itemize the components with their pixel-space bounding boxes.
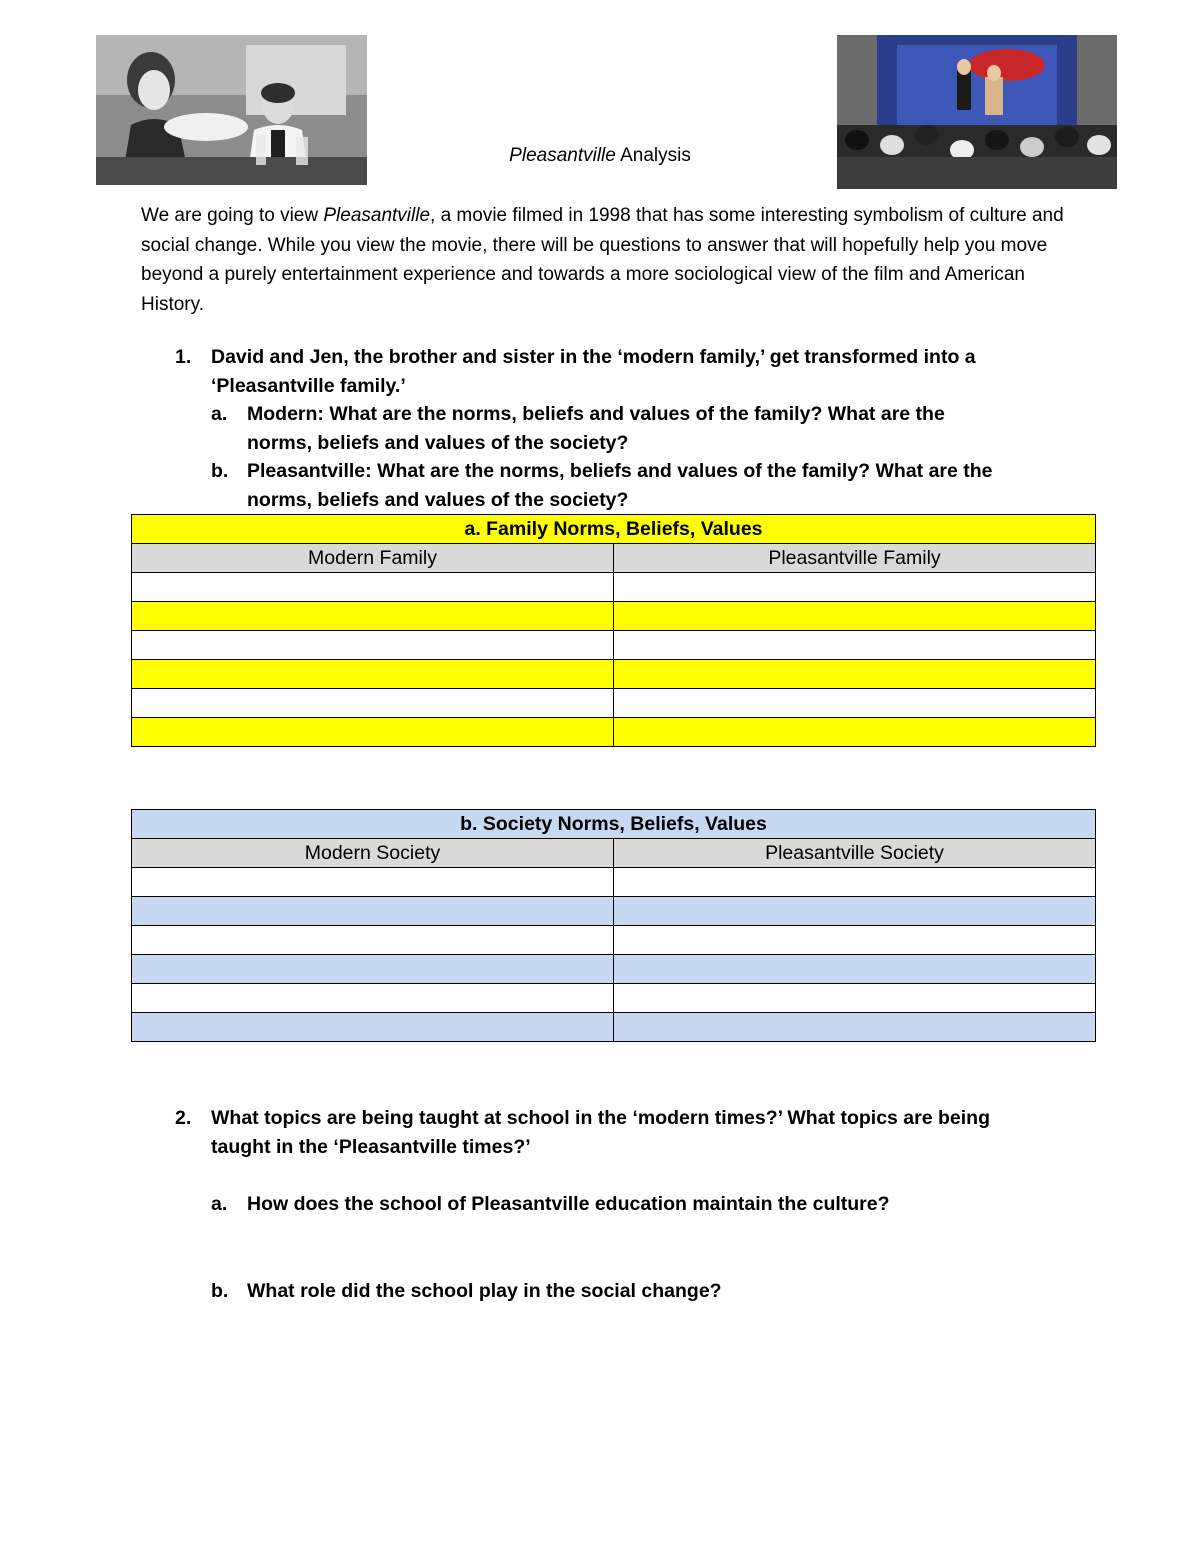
table-row <box>132 573 1096 602</box>
table-row <box>132 718 1096 747</box>
table-row <box>132 1013 1096 1042</box>
question-2b <box>211 1277 1107 1306</box>
table-cell[interactable] <box>614 689 1096 718</box>
question-2a-letter: a. <box>211 1193 228 1215</box>
table-cell[interactable] <box>614 660 1096 689</box>
table-cell[interactable] <box>614 984 1096 1013</box>
table-row <box>132 602 1096 631</box>
society-col-modern: Modern Society <box>132 839 614 868</box>
table-row <box>132 926 1096 955</box>
table-cell[interactable] <box>132 955 614 984</box>
table-row <box>132 660 1096 689</box>
table-row <box>132 955 1096 984</box>
table-cell[interactable] <box>614 926 1096 955</box>
table-row <box>132 897 1096 926</box>
question-1a-line2: norms, beliefs and values of the society? <box>247 432 629 454</box>
table-row <box>132 631 1096 660</box>
question-2-line1: What topics are being taught at school in the ‘modern times?’ What topics are being <box>211 1107 991 1129</box>
family-table-title: a. Family Norms, Beliefs, Values <box>132 515 1096 544</box>
table-row <box>132 984 1096 1013</box>
question-2-line2: taught in the ‘Pleasantville times?’ <box>211 1136 531 1158</box>
table-cell[interactable] <box>132 660 614 689</box>
society-table <box>131 809 1096 1042</box>
question-2a <box>211 1190 1107 1219</box>
question-1b-line2: norms, beliefs and values of the society? <box>247 489 629 511</box>
question-1 <box>175 343 1111 401</box>
table-cell[interactable] <box>132 573 614 602</box>
page-title <box>0 145 1200 167</box>
table-cell[interactable] <box>614 602 1096 631</box>
table-cell[interactable] <box>614 897 1096 926</box>
table-row <box>132 689 1096 718</box>
intro-part2: , a movie filmed in 1998 that has some interesting symbolism of culture and social change. While you view the movie, there will be questions to answer that will hopefully help you move beyond a purely entertainment experience and towards a more sociological view of the film and American History. <box>141 205 1064 315</box>
intro-part1: We are going to view <box>141 205 324 226</box>
table-cell[interactable] <box>132 602 614 631</box>
table-cell[interactable] <box>132 631 614 660</box>
table-row <box>132 868 1096 897</box>
question-1a-line1: Modern: What are the norms, beliefs and values of the family? What are the <box>247 403 945 425</box>
title-rest: Analysis <box>615 145 691 166</box>
table-cell[interactable] <box>132 1013 614 1042</box>
question-2b-text: What role did the school play in the social change? <box>247 1280 722 1302</box>
question-1-number: 1. <box>175 346 192 368</box>
question-2b-letter: b. <box>211 1280 229 1302</box>
table-cell[interactable] <box>132 689 614 718</box>
table-cell[interactable] <box>614 573 1096 602</box>
question-1a <box>211 400 1107 458</box>
family-col-pleasantville: Pleasantville Family <box>614 544 1096 573</box>
question-1a-letter: a. <box>211 403 228 425</box>
table-cell[interactable] <box>614 955 1096 984</box>
question-1-line2: ‘Pleasantville family.’ <box>211 375 406 397</box>
table-cell[interactable] <box>614 1013 1096 1042</box>
question-1b-letter: b. <box>211 460 229 482</box>
table-cell[interactable] <box>614 631 1096 660</box>
question-2 <box>175 1104 1111 1162</box>
table-cell[interactable] <box>132 718 614 747</box>
intro-italic: Pleasantville <box>323 205 431 226</box>
table-cell[interactable] <box>614 868 1096 897</box>
society-table-title: b. Society Norms, Beliefs, Values <box>132 810 1096 839</box>
table-cell[interactable] <box>132 868 614 897</box>
question-1-line1: David and Jen, the brother and sister in the ‘modern family,’ get transformed into a <box>211 346 976 368</box>
table-cell[interactable] <box>132 897 614 926</box>
table-cell[interactable] <box>132 984 614 1013</box>
family-col-modern: Modern Family <box>132 544 614 573</box>
question-2a-text: How does the school of Pleasantville education maintain the culture? <box>247 1193 890 1215</box>
question-1b-line1: Pleasantville: What are the norms, beliefs and values of the family? What are the <box>247 460 993 482</box>
family-table <box>131 514 1096 747</box>
table-cell[interactable] <box>132 926 614 955</box>
society-col-pleasantville: Pleasantville Society <box>614 839 1096 868</box>
table-cell[interactable] <box>614 718 1096 747</box>
intro-paragraph <box>141 201 1071 319</box>
question-1b <box>211 457 1107 515</box>
question-2-number: 2. <box>175 1107 192 1129</box>
title-italic: Pleasantville <box>509 145 616 166</box>
